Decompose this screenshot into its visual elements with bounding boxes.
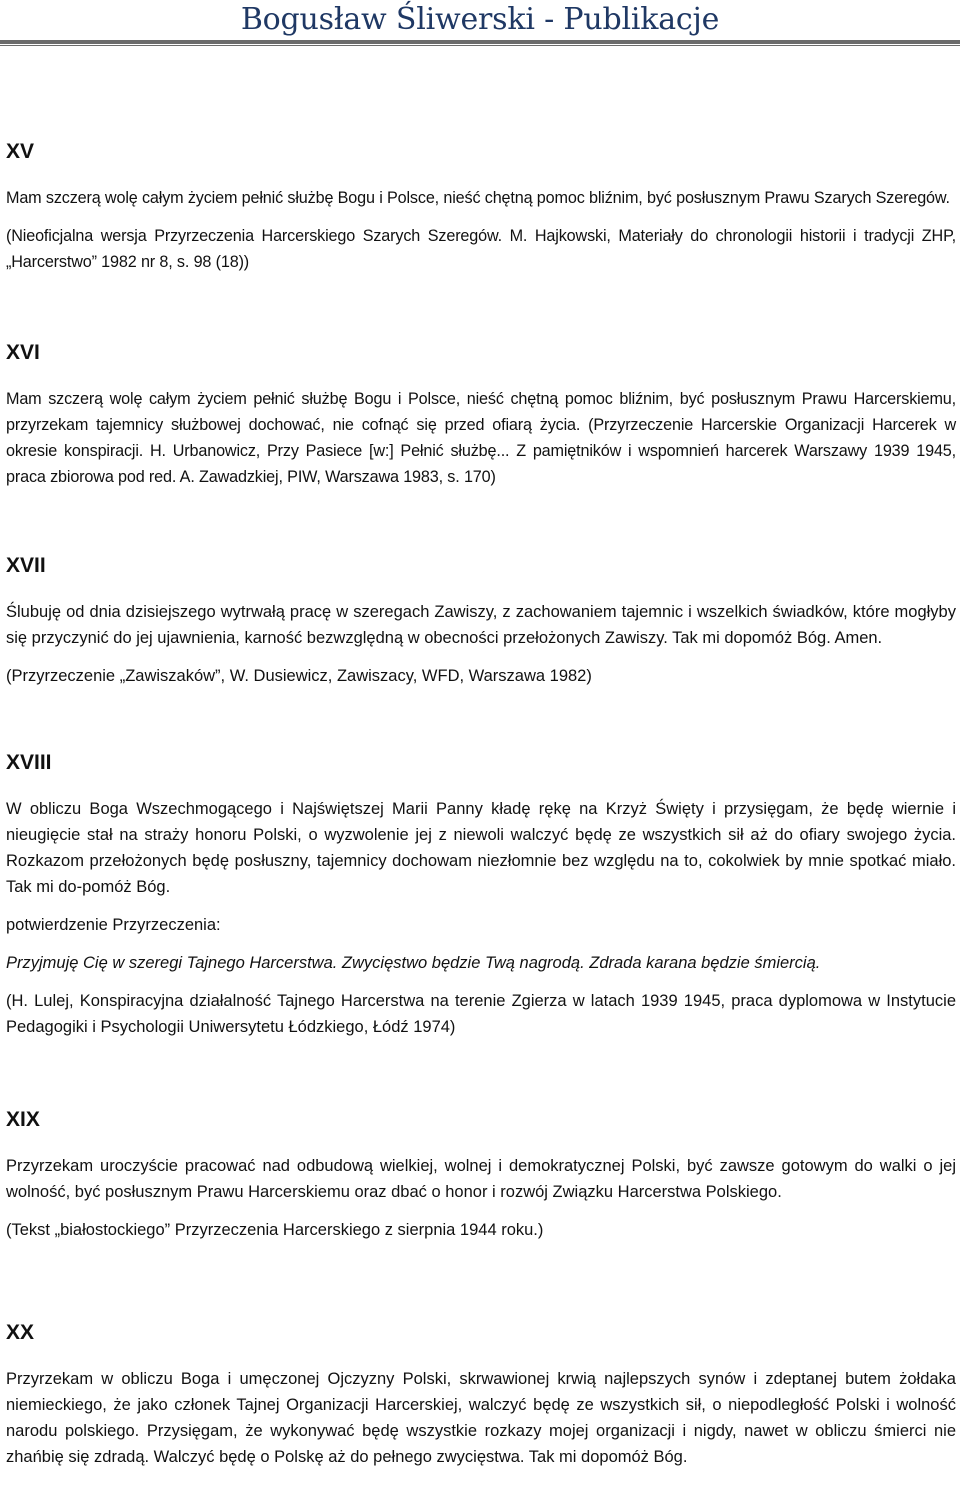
- section-xix: [6, 1107, 956, 1243]
- section-heading: XVII: [6, 554, 46, 577]
- section-xviii: [6, 750, 956, 1040]
- section-citation: (Nieoficjalna wersja Przyrzeczenia Harcerskiego Szarych Szeregów. M. Hajkowski, Materiały do chronologii historii i tradycji ZHP, „Harcerstwo” 1982 nr 8, s. 98 (18)): [6, 227, 956, 271]
- section-heading: XVI: [6, 341, 40, 364]
- page-header-title: Bogusław Śliwerski - Publikacje: [240, 2, 720, 37]
- section-paragraph: Ślubuję od dnia dzisiejszego wytrwałą pracę w szeregach Zawiszy, z zachowaniem tajemnic i wszelkich świadków, które mogłyby się przyczynić do jej ujawnienia, karność bezwzględną w obecności przełożonych Zawiszy. Tak mi dopomóż Bóg. Amen.: [6, 603, 956, 647]
- section-heading: XX: [6, 1321, 35, 1344]
- confirmation-label: potwierdzenie Przyrzeczenia:: [6, 916, 221, 934]
- section-paragraph: Mam szczerą wolę całym życiem pełnić służbę Bogu i Polsce, nieść chętną pomoc bliźnim, być posłusznym Prawu Harcerskiemu, przyrzekam tajemnicy służbowej dochować, nie cofnąć się przed ofiarą życia. (Przyrzeczenie Harcerskie Organizacji Harcerek w okresie konspiracji. H. Urbanowicz, Przy Pasiece [w:] Pełnić służbę... Z pamiętników i wspomnień harcerek Warszawy 1939 1945, praca zbiorowa pod red. A. Zawadzkiej, PIW, Warszawa 1983, s. 170): [6, 390, 956, 486]
- section-paragraph: Mam szczerą wolę całym życiem pełnić służbę Bogu i Polsce, nieść chętną pomoc bliźnim, być posłusznym Prawu Szarych Szeregów.: [6, 189, 950, 207]
- section-citation: (Tekst „białostockiego” Przyrzeczenia Harcerskiego z sierpnia 1944 roku.): [6, 1221, 544, 1239]
- section-paragraph: W obliczu Boga Wszechmogącego i Najświętszej Marii Panny kładę rękę na Krzyż Święty i przysięgam, że będę wiernie i nieugięcie stał na straży honoru Polski, o wyzwolenie jej z niewoli walczyć będę ze wszystkich sił aż do ofiary swojego życia. Rozkazom przełożonych będę posłuszny, tajemnicy dochowam niezłomnie bez względu na to, cokolwiek by mnie spotkać miało. Tak mi do-pomóż Bóg.: [6, 800, 956, 896]
- section-xv: [6, 139, 956, 275]
- section-xvi: [6, 340, 956, 490]
- section-citation: (Przyrzeczenie „Zawiszaków”, W. Dusiewicz, Zawiszacy, WFD, Warszawa 1982): [6, 667, 592, 685]
- section-citation: (H. Lulej, Konspiracyjna działalność Tajnego Harcerstwa na terenie Zgierza w latach 1939 1945, praca dyplomowa w Instytucie Pedagogiki i Psychologii Uniwersytetu Łódzkiego, Łódź 1974): [6, 992, 956, 1036]
- section-xvii: [6, 553, 956, 689]
- section-xx: [6, 1320, 956, 1470]
- section-paragraph: Przyrzekam w obliczu Boga i umęczonej Ojczyzny Polski, skrwawionej krwią najlepszych synów i zdeptanej butem żołdaka niemieckiego, że jako członek Tajnej Organizacji Harcerskiej, walczyć będę ze wszystkich sił, o niepodległość Polski i wolność narodu polskiego. Przysięgam, że wykonywać będę wszystkie rozkazy mojej organizacji i nigdy, nawet w obliczu śmierci nie zhańbię się zdradą. Walczyć będę o Polskę aż do pełnego zwycięstwa. Tak mi dopomóż Bóg.: [6, 1370, 956, 1466]
- section-heading: XIX: [6, 1108, 40, 1131]
- confirmation-text: Przyjmuję Cię w szeregi Tajnego Harcerstwa. Zwycięstwo będzie Twą nagrodą. Zdrada karana będzie śmiercią.: [6, 954, 821, 972]
- section-heading: XVIII: [6, 751, 52, 774]
- header-divider: [0, 40, 960, 44]
- section-heading: XV: [6, 140, 35, 163]
- section-paragraph: Przyrzekam uroczyście pracować nad odbudową wielkiej, wolnej i demokratycznej Polski, być zawsze gotowym do walki o jej wolność, być posłusznym Prawu Harcerskiemu oraz dbać o honor i rozwój Związku Harcerstwa Polskiego.: [6, 1157, 956, 1201]
- header-divider-thin: [0, 45, 960, 46]
